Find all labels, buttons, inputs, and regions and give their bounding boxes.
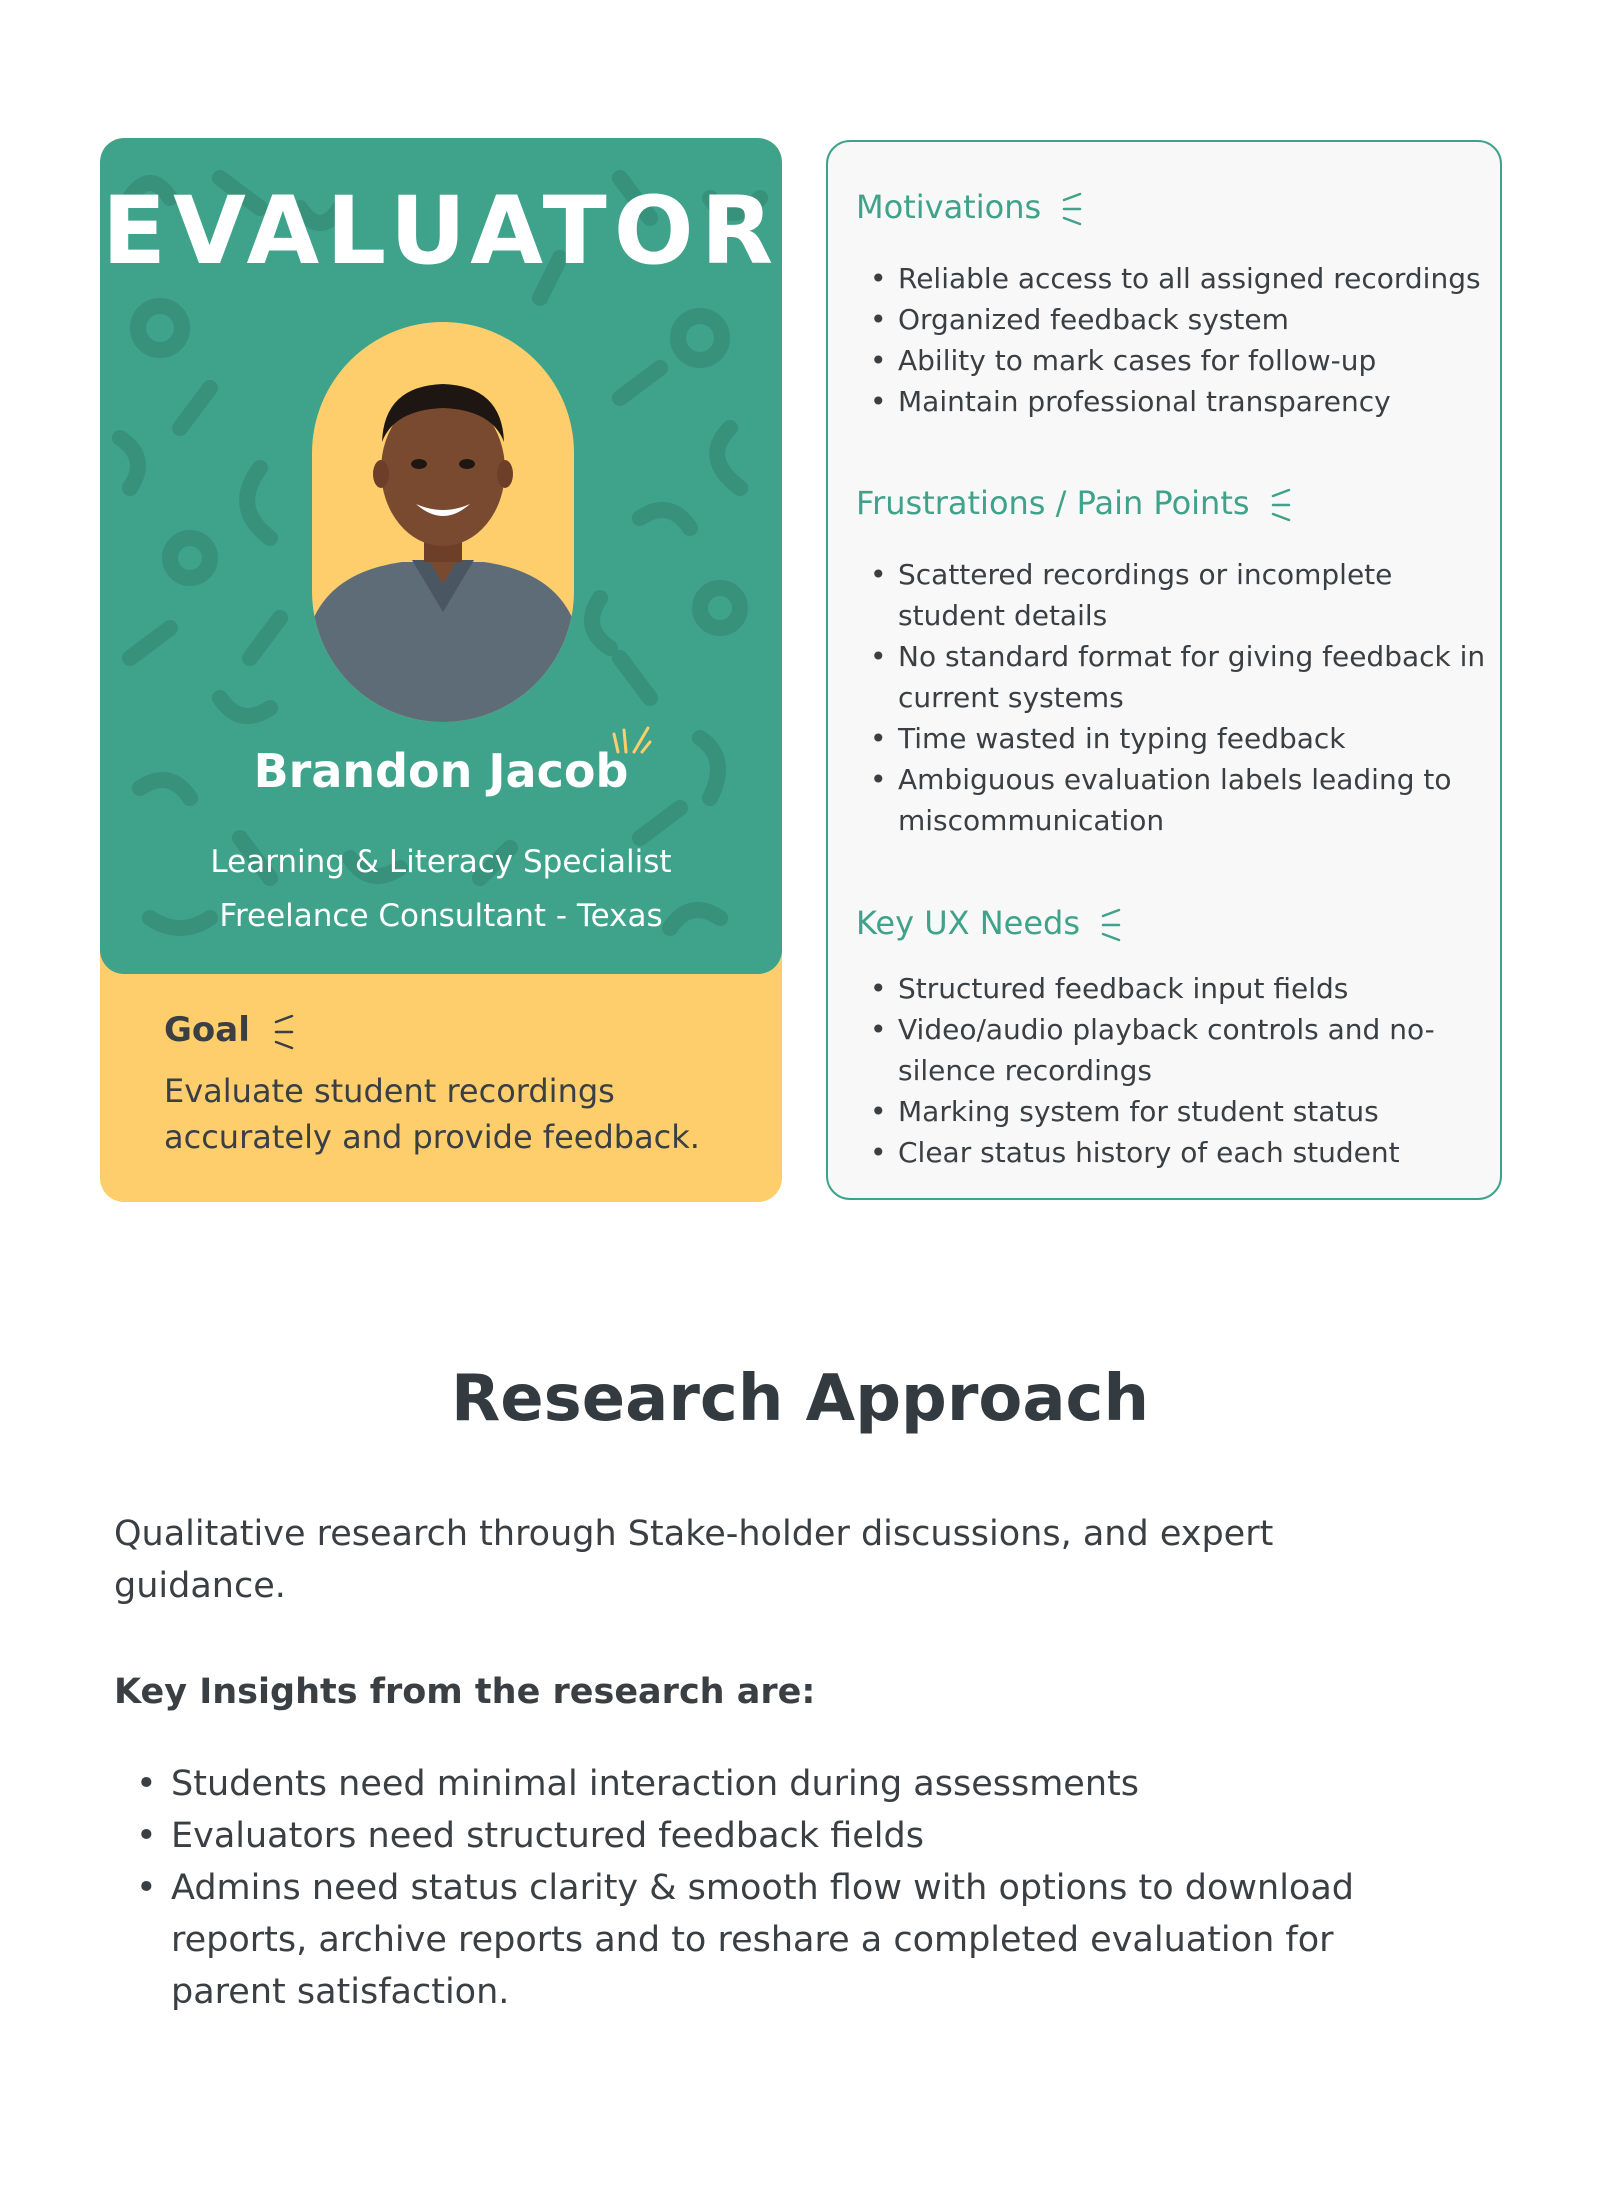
list-item: • Video/audio playback controls and no-silence recordings bbox=[856, 1009, 1496, 1091]
ux-needs-heading-text: Key UX Needs bbox=[856, 904, 1080, 942]
motivations-heading-text: Motivations bbox=[856, 188, 1042, 226]
persona-title: Learning & Literacy Specialist bbox=[210, 844, 672, 880]
list-item: • Ability to mark cases for follow-up bbox=[856, 340, 1496, 381]
persona-role: EVALUATOR bbox=[101, 177, 781, 286]
list-item: • Clear status history of each student bbox=[856, 1132, 1496, 1173]
speed-lines-icon bbox=[1061, 192, 1083, 226]
list-item: • Students need minimal interaction during assessments bbox=[114, 1758, 1444, 1810]
goal-text: Evaluate student recordings accurately and provide feedback. bbox=[164, 1072, 700, 1156]
needs-card bbox=[826, 140, 1502, 1200]
list-item: • Evaluators need structured feedback fields bbox=[114, 1810, 1444, 1862]
list-item: • Time wasted in typing feedback bbox=[856, 718, 1496, 759]
list-item: • Reliable access to all assigned recordings bbox=[856, 258, 1496, 299]
motivations-heading bbox=[856, 188, 1083, 226]
list-item: • Admins need status clarity & smooth flow with options to download reports, archive reports and to reshare a completed evaluation for parent satisfaction. bbox=[114, 1862, 1444, 2018]
speed-lines-icon bbox=[272, 1014, 296, 1050]
list-item: • Maintain professional transparency bbox=[856, 381, 1496, 422]
motivations-list bbox=[856, 258, 1496, 422]
list-item: • Marking system for student status bbox=[856, 1091, 1496, 1132]
research-title: Research Approach bbox=[450, 1362, 1150, 1436]
insights-heading: Key Insights from the research are: bbox=[114, 1672, 816, 1712]
goal-heading bbox=[164, 1010, 296, 1050]
persona-card bbox=[100, 138, 782, 1202]
frustrations-heading-text: Frustrations / Pain Points bbox=[856, 484, 1250, 522]
ux-needs-list bbox=[856, 968, 1496, 1173]
research-intro: Qualitative research through Stake-holder discussions, and expert guidance. bbox=[114, 1514, 1274, 1606]
speed-lines-icon bbox=[1270, 488, 1292, 522]
persona-name: Brandon Jacob bbox=[253, 744, 629, 798]
list-item: • No standard format for giving feedback in current systems bbox=[856, 636, 1496, 718]
list-item: • Organized feedback system bbox=[856, 299, 1496, 340]
list-item: • Ambiguous evaluation labels leading to miscommunication bbox=[856, 759, 1496, 841]
list-item: • Structured feedback input fields bbox=[856, 968, 1496, 1009]
insights-list bbox=[114, 1758, 1444, 2018]
list-item: • Scattered recordings or incomplete student details bbox=[856, 554, 1496, 636]
ux-needs-heading bbox=[856, 904, 1122, 942]
persona-header bbox=[100, 138, 782, 974]
avatar-illustration bbox=[312, 322, 574, 722]
frustrations-list bbox=[856, 554, 1496, 841]
person-photo bbox=[312, 322, 574, 722]
goal-heading-text: Goal bbox=[164, 1010, 250, 1050]
frustrations-heading bbox=[856, 484, 1292, 522]
persona-location: Freelance Consultant - Texas bbox=[219, 898, 663, 934]
speed-lines-icon bbox=[1100, 908, 1122, 942]
